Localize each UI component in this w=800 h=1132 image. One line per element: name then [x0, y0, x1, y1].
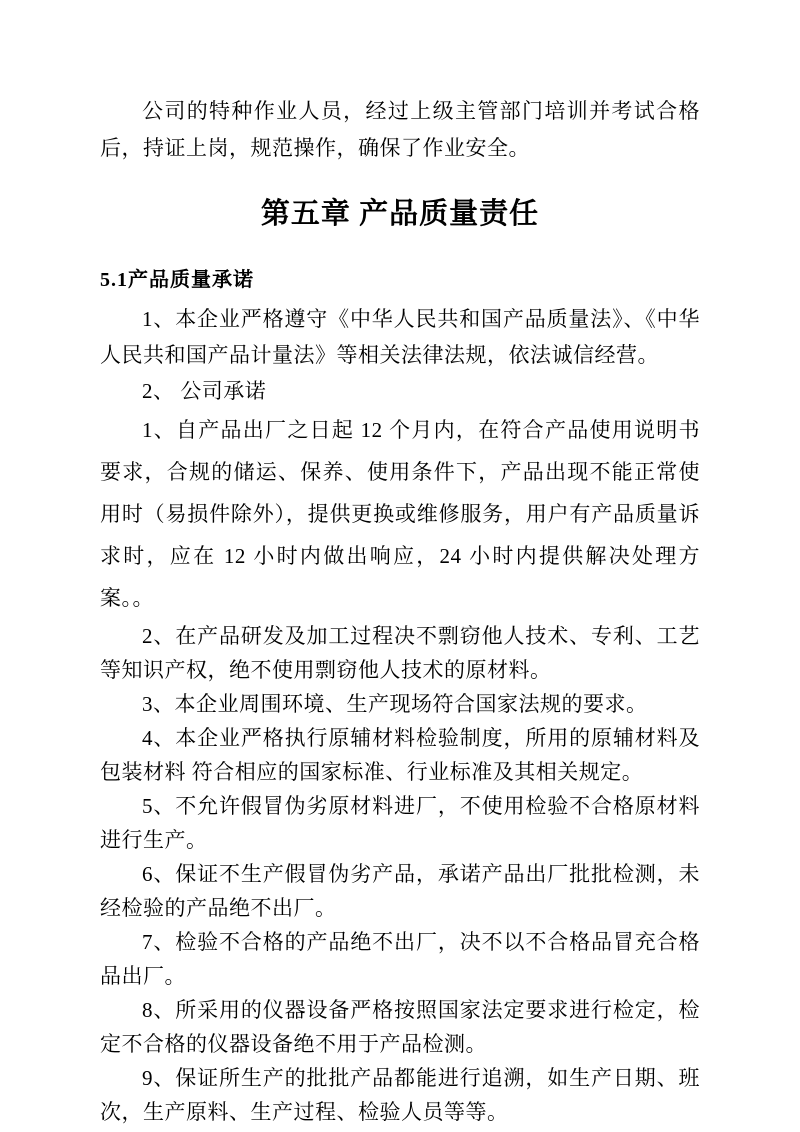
intro-paragraph: 公司的特种作业人员，经过上级主管部门培训并考试合格后，持证上岗，规范操作，确保了作业安全。	[100, 99, 700, 160]
body-paragraph-traceability: 9、保证所生产的批批产品都能进行追溯，如生产日期、班次，生产原料、生产过程、检验人员等等。	[100, 1066, 700, 1124]
body-paragraph-instrument-calibration: 8、所采用的仪器设备严格按照国家法定要求进行检定，检定不合格的仪器设备绝不用于产品检测。	[100, 998, 700, 1056]
body-paragraph-law-compliance: 1、本企业严格遵守《中华人民共和国产品质量法》、《中华人民共和国产品计量法》等相关法律法规，依法诚信经营。	[100, 307, 700, 367]
body-paragraph-ip: 2、在产品研发及加工过程决不剽窃他人技术、专利、工艺等知识产权，绝不使用剽窃他人技术的原材料。	[100, 624, 700, 682]
body-paragraph-company-promise: 2、 公司承诺	[142, 379, 267, 403]
body-paragraph-raw-material-inspection: 4、本企业严格执行原辅材料检验制度，所用的原辅材料及包装材料 符合相应的国家标准、行业标准及其相关规定。	[100, 726, 700, 784]
body-paragraph-warranty: 1、自产品出厂之日起 12 个月内，在符合产品使用说明书要求，合规的储运、保养、使用条件下，产品出现不能正常使用时（易损件除外），提供更换或维修服务，用户有产品质量诉求时，应在 12 小时内做出响应，24 小时内提供解决处理方案。。	[100, 418, 700, 610]
section-heading: 5.1产品质量承诺	[100, 269, 254, 291]
body-paragraph-batch-testing: 6、保证不生产假冒伪劣产品，承诺产品出厂批批检测，未经检验的产品绝不出厂。	[100, 862, 700, 920]
body-paragraph-no-fake-materials: 5、不允许假冒伪劣原材料进厂，不使用检验不合格原材料进行生产。	[100, 794, 700, 852]
body-paragraph-no-unqualified-shipping: 7、检验不合格的产品绝不出厂，决不以不合格品冒充合格品出厂。	[100, 930, 700, 988]
chapter-heading: 第五章 产品质量责任	[260, 198, 540, 230]
body-paragraph-environment: 3、本企业周围环境、生产现场符合国家法规的要求。	[142, 692, 648, 716]
